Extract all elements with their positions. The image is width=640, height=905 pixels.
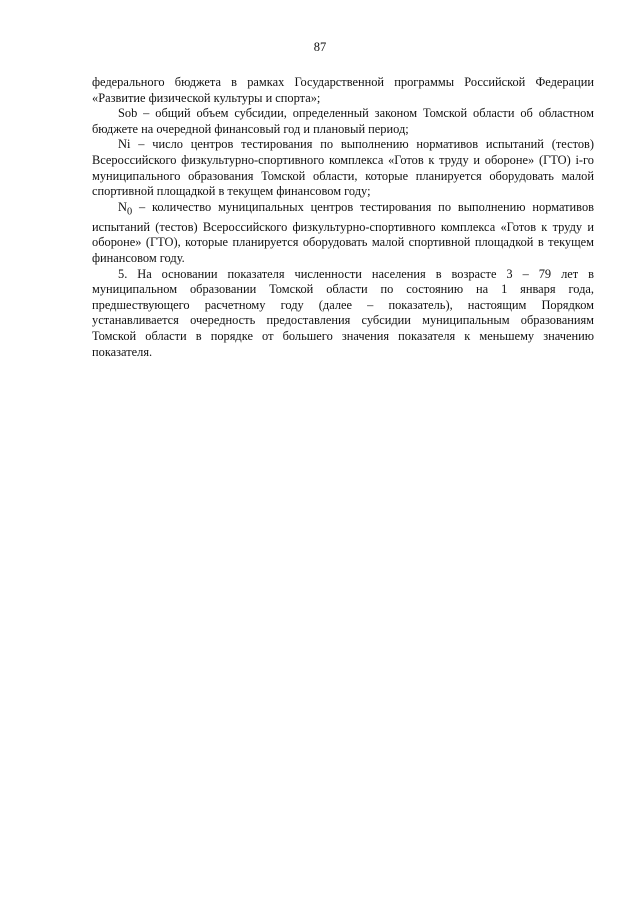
paragraph-budget-continuation: федерального бюджета в рамках Государственной программы Российской Федерации «Развитие физической культуры и спорта»; — [92, 75, 594, 105]
document-body — [92, 75, 594, 360]
paragraph-sob-definition: Sob – общий объем субсидии, определенный законом Томской области об областном бюджете на очередной финансовый год и плановый период; — [92, 106, 594, 136]
paragraph-item-5: 5. На основании показателя численности населения в возрасте 3 – 79 лет в муниципальном образовании Томской области по состоянию на 1 января года, предшествующего расчетному году (далее – показатель), настоящим Порядком устанавливается очередность предоставления субсидии муниципальным образованиям Томской области в порядке от большего значения показателя к меньшему значению показателя. — [92, 266, 594, 359]
n0-text: – количество муниципальных центров тестирования по выполнению нормативов испытаний (тестов) Всероссийского физкультурно-спортивного комплекса «Готов к труду и обороне» (ГТО), которые планируется оборудовать малой спортивной площадкой в текущем финансовом году. — [92, 199, 594, 265]
n0-subscript: 0 — [126, 206, 133, 218]
n0-symbol: N — [118, 199, 127, 214]
page-number: 87 — [313, 40, 327, 54]
paragraph-ni-definition: Ni – число центров тестирования по выполнению нормативов испытаний (тестов) Всероссийского физкультурно-спортивного комплекса «Готов к труду и обороне» (ГТО) i-го муниципального образования Томской области, которые планируется оборудовать малой спортивной площадкой в текущем финансовом году; — [92, 137, 594, 199]
paragraph-n0-definition — [92, 200, 594, 267]
